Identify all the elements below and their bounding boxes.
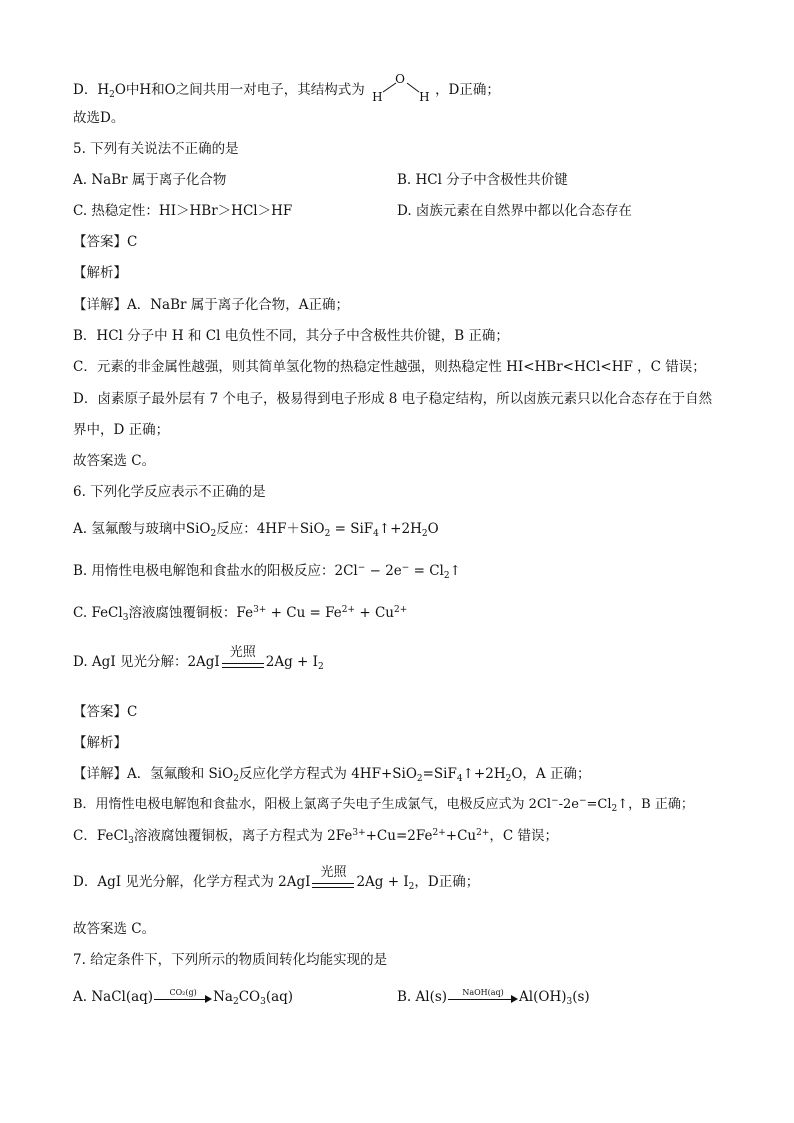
q7-title: 7. 给定条件下，下列所示的物质间转化均能实现的是 xyxy=(73,952,388,968)
q7-option-b: B. Al(s) NaOH(aq) $Al(OH)_3(s)$ xyxy=(397,987,590,1007)
q6-analysis-label: 【解析】 xyxy=(73,735,127,751)
q6-answer: 【答案】C xyxy=(73,704,138,720)
q5-conclusion: 故答案选 C。 xyxy=(73,453,156,469)
atom-o: O xyxy=(395,72,405,86)
line-d-structure: D．$H_2O$中H和O之间共用一对电子，其结构式为 O H H ，D正确； xyxy=(73,72,500,104)
q5-option-a: A. NaBr 属于离子化合物 xyxy=(73,172,227,188)
q5-option-b: B. HCl 分子中含极性共价键 xyxy=(397,172,568,188)
atom-h-left: H xyxy=(372,90,383,104)
condition-equals-sign: 光照 xyxy=(312,874,354,892)
q5-title: 5. 下列有关说法不正确的是 xyxy=(73,141,239,157)
q5-explain-b: B．HCl 分子中 H 和 Cl 电负性不同，其分子中含极性共价键，B 正确； xyxy=(73,328,509,344)
q6-option-d: D. AgI 见光分解：2AgI 光照 $2Ag + I_2$ xyxy=(73,644,324,672)
q6-option-a: A. 氢氟酸与玻璃中SiO$_2$反应：$4HF+SiO_2 = SiF_4↑+2H_2O$ xyxy=(73,521,439,539)
q6-explain-b: B．用惰性电极电解饱和食盐水，阳极上氯离子失电子生成氯气，电极反应式为 $2Cl^--2e^-=Cl_2↑$，B 正确； xyxy=(73,796,694,814)
q6-explain-d: D．AgI 见光分解，化学方程式为 2AgI 光照 $2Ag + I_2$，D正确； xyxy=(73,864,480,892)
q5-explain-d-cont: 界中，D 正确； xyxy=(73,422,170,438)
atom-h-right: H xyxy=(419,90,430,104)
q6-option-b: B. 用惰性电极电解饱和食盐水的阳极反应：$2Cl^- - 2e^- = Cl_2↑$ xyxy=(73,563,461,581)
q5-option-d: D. 卤族元素在自然界中都以化合态存在 xyxy=(397,203,632,219)
q6-explain-c: C．FeCl$_3$溶液腐蚀覆铜板，离子方程式为 $2Fe^{3+}+Cu=2Fe^{2+}+Cu^{2+}$，C 错误； xyxy=(73,828,559,846)
water-structure-diagram xyxy=(369,74,435,104)
q6-title: 6. 下列化学反应表示不正确的是 xyxy=(73,484,266,500)
condition-equals-sign: 光照 xyxy=(222,654,264,672)
reaction-arrow: NaOH(aq) xyxy=(448,990,518,1006)
q5-answer: 【答案】C xyxy=(73,234,138,250)
reaction-arrow: CO₂(g) xyxy=(154,990,212,1006)
q5-option-c: C. 热稳定性：HI＞HBr＞HCl＞HF xyxy=(73,203,293,219)
q5-explain-d: D．卤素原子最外层有 7 个电子，极易得到电子形成 8 电子稳定结构，所以卤族元素只以化合态存在于自然 xyxy=(73,391,713,407)
q6-option-c: C. FeCl$_3$溶液腐蚀覆铜板：$Fe^{3+} + Cu = Fe^{2+} + Cu^{2+}$ xyxy=(73,605,408,623)
q7-option-a: A. NaCl(aq) CO₂(g) $Na_2CO_3(aq)$ xyxy=(73,987,294,1007)
q6-conclusion: 故答案选 C。 xyxy=(73,921,156,937)
line-choose-d: 故选D。 xyxy=(73,110,125,126)
q5-analysis-label: 【解析】 xyxy=(73,265,127,281)
q5-explain-a: 【详解】A．NaBr 属于离子化合物，A正确； xyxy=(73,297,350,313)
q5-explain-c: C．元素的非金属性越强，则其简单氢化物的热稳定性越强，则热稳定性 HI<HBr<HCl<HF ，C 错误； xyxy=(73,359,706,375)
q6-explain-a: 【详解】A．氢氟酸和 SiO$_2$反应化学方程式为 $4HF+SiO_2=SiF_4↑+2H_2O$，A 正确； xyxy=(73,766,591,784)
